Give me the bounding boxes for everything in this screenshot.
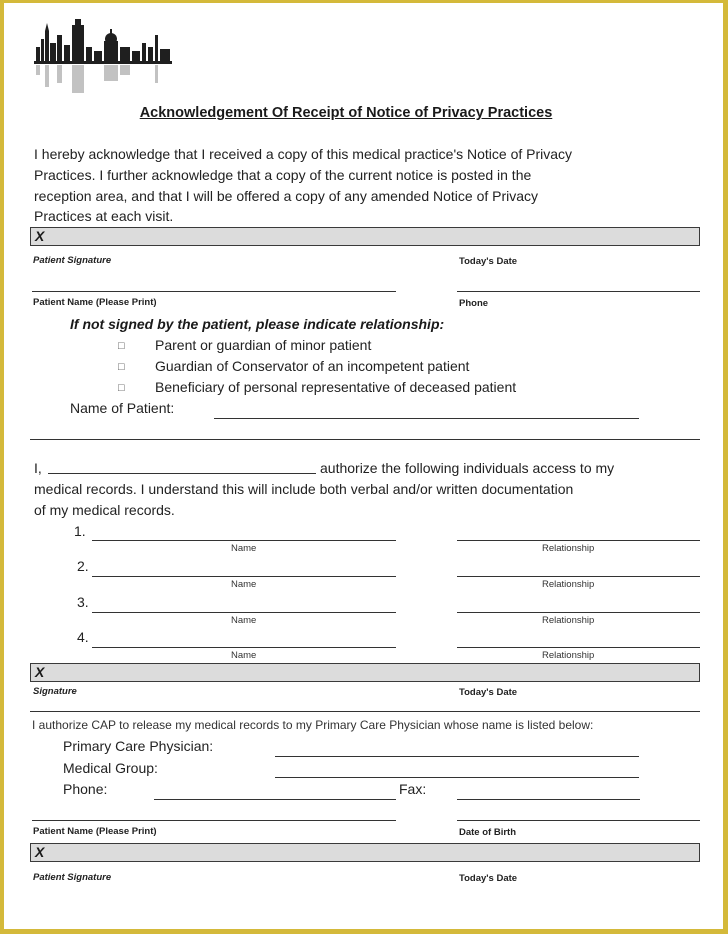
name-label-4: Name: [231, 650, 257, 661]
relationship-label-3: Relationship: [542, 615, 595, 626]
intro-line-2: Practices. I further acknowledge that a copy of the current notice is posted in the: [34, 167, 532, 183]
authorize-line-1: authorize the following individuals access to my: [320, 460, 615, 476]
x-mark: X: [35, 664, 45, 680]
x-mark: X: [35, 228, 45, 244]
relationship-label-2: Relationship: [542, 579, 595, 590]
authorizer-name-line[interactable]: [48, 473, 316, 474]
name-line-1[interactable]: [92, 540, 396, 541]
x-mark: X: [35, 844, 45, 860]
checkbox-parent[interactable]: □: [118, 340, 125, 352]
release-patient-signature-label: Patient Signature: [33, 872, 112, 883]
name-of-patient-label: Name of Patient:: [70, 400, 175, 416]
release-phone-label: Phone:: [63, 781, 108, 797]
relationship-heading: If not signed by the patient, please indicate relationship:: [70, 316, 445, 332]
option-beneficiary-label: Beneficiary of personal representative of deceased patient: [155, 379, 517, 395]
primary-care-physician-line[interactable]: [275, 756, 639, 757]
relationship-line-3[interactable]: [457, 612, 700, 613]
release-patient-name-label: Patient Name (Please Print): [33, 826, 157, 837]
city-skyline-logo: [34, 17, 174, 99]
relationship-label-4: Relationship: [542, 650, 595, 661]
patient-signature-label: Patient Signature: [33, 255, 112, 266]
intro-line-3: reception area, and that I will be offered a copy of any amended Notice of Privacy: [34, 188, 539, 204]
intro-line-4: Practices at each visit.: [34, 208, 174, 224]
authorize-prefix: I,: [34, 460, 42, 476]
relationship-line-4[interactable]: [457, 647, 700, 648]
relationship-label-1: Relationship: [542, 543, 595, 554]
row-number-1: 1.: [74, 523, 86, 539]
intro-line-1: I hereby acknowledge that I received a copy of this medical practice's Notice of Privacy: [34, 146, 573, 162]
patient-name-line[interactable]: [32, 291, 396, 292]
row-number-4: 4.: [77, 629, 89, 645]
checkbox-guardian[interactable]: □: [118, 361, 125, 373]
checkbox-beneficiary[interactable]: □: [118, 382, 125, 394]
option-parent-label: Parent or guardian of minor patient: [155, 337, 372, 353]
date-of-birth-line[interactable]: [457, 820, 700, 821]
release-sentence: I authorize CAP to release my medical records to my Primary Care Physician whose name is listed below:: [32, 718, 594, 732]
primary-care-physician-label: Primary Care Physician:: [63, 738, 214, 754]
option-guardian-label: Guardian of Conservator of an incompetent patient: [155, 358, 470, 374]
release-signature-field[interactable]: [30, 843, 700, 862]
release-phone-line[interactable]: [154, 799, 396, 800]
name-line-4[interactable]: [92, 647, 396, 648]
authorize-signature-field[interactable]: [30, 663, 700, 682]
row-number-3: 3.: [77, 594, 89, 610]
phone-line[interactable]: [457, 291, 700, 292]
authorize-line-2: medical records. I understand this will include both verbal and/or written documentation: [34, 481, 574, 497]
phone-label: Phone: [459, 298, 489, 309]
section-divider: [30, 439, 700, 440]
name-label-1: Name: [231, 543, 257, 554]
medical-group-line[interactable]: [275, 777, 639, 778]
row-number-2: 2.: [77, 558, 89, 574]
name-of-patient-line[interactable]: [214, 418, 639, 419]
todays-date-label-2: Today's Date: [459, 687, 518, 698]
todays-date-label: Today's Date: [459, 256, 518, 267]
name-label-2: Name: [231, 579, 257, 590]
signature-label: Signature: [33, 686, 77, 697]
authorize-line-3: of my medical records.: [34, 502, 175, 518]
relationship-line-2[interactable]: [457, 576, 700, 577]
name-label-3: Name: [231, 615, 257, 626]
release-todays-date-label: Today's Date: [459, 873, 518, 884]
release-patient-name-line[interactable]: [32, 820, 396, 821]
date-of-birth-label: Date of Birth: [459, 827, 516, 838]
page-title: Acknowledgement Of Receipt of Notice of Privacy Practices: [139, 105, 553, 121]
fax-line[interactable]: [457, 799, 640, 800]
section-divider-2: [30, 711, 700, 712]
name-line-2[interactable]: [92, 576, 396, 577]
fax-label: Fax:: [399, 781, 427, 797]
patient-signature-field[interactable]: [30, 227, 700, 246]
medical-group-label: Medical Group:: [63, 760, 158, 776]
name-line-3[interactable]: [92, 612, 396, 613]
patient-name-print-label: Patient Name (Please Print): [33, 297, 157, 308]
form-page: [4, 3, 723, 929]
relationship-line-1[interactable]: [457, 540, 700, 541]
